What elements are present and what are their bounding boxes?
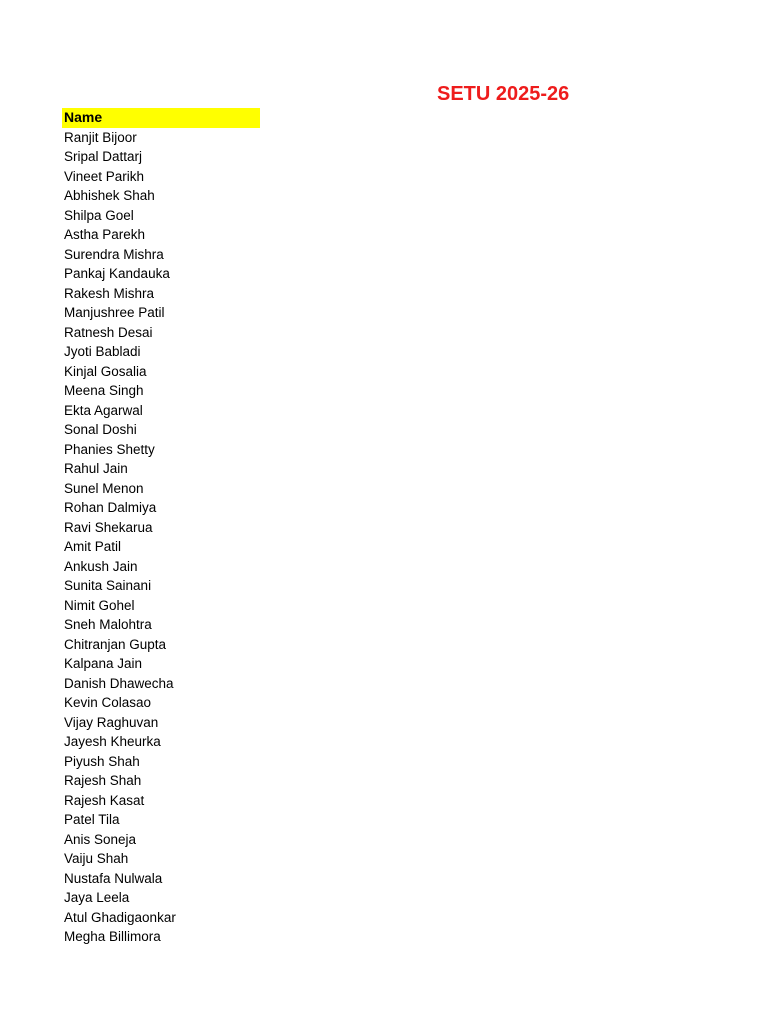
name-row: Jaya Leela [64, 890, 130, 905]
name-row: Rahul Jain [64, 461, 128, 476]
name-row: Ranjit Bijoor [64, 129, 137, 145]
name-row: Piyush Shah [64, 753, 140, 769]
name-row: Sunita Sainani [64, 578, 152, 593]
name-row: Jayesh Kheurka [64, 734, 161, 749]
name-row: Rajesh Shah [64, 773, 142, 788]
name-row: Ekta Agarwal [64, 402, 143, 418]
name-row: Sneh Malohtra [64, 617, 152, 632]
name-row: Kalpana Jain [64, 656, 143, 671]
name-row: Ratnesh Desai [64, 324, 153, 340]
name-row: Shilpa Goel [64, 207, 134, 223]
name-column [62, 108, 260, 947]
name-row: Phanies Shetty [64, 441, 155, 457]
name-row: Sonal Doshi [64, 422, 137, 437]
name-row: Manjushree Patil [64, 305, 165, 320]
name-row: Pankaj Kandauka [64, 266, 170, 281]
name-row: Rakesh Mishra [64, 285, 155, 301]
name-row: Sripal Dattarj [64, 149, 143, 164]
name-row: Chitranjan Gupta [64, 636, 167, 652]
name-row: Kevin Colasao [64, 695, 152, 710]
document-title: SETU 2025-26 [437, 83, 570, 105]
name-row: Patel Tila [64, 812, 120, 827]
name-row: Danish Dhawecha [64, 675, 174, 691]
name-row: Abhishek Shah [64, 188, 155, 203]
name-row: Rajesh Kasat [64, 792, 145, 808]
name-row: Surendra Mishra [64, 246, 164, 262]
name-row: Vaiju Shah [64, 851, 129, 866]
name-row: Megha Billimora [64, 929, 161, 944]
name-row: Kinjal Gosalia [64, 363, 147, 379]
name-row: Anis Soneja [64, 831, 137, 847]
name-row: Meena Singh [64, 383, 144, 398]
name-row: Ankush Jain [64, 558, 138, 574]
name-row: Atul Ghadigaonkar [64, 909, 176, 925]
name-row: Nustafa Nulwala [64, 870, 163, 886]
name-row: Amit Patil [64, 539, 122, 554]
name-row: Vijay Raghuvan [64, 714, 159, 730]
name-row: Vineet Parikh [64, 168, 145, 184]
name-row: Rohan Dalmiya [64, 500, 157, 515]
name-row: Nimit Gohel [64, 597, 135, 613]
name-list [62, 128, 260, 947]
name-row: Sunel Menon [64, 480, 144, 496]
column-header-name: Name [62, 108, 260, 128]
name-row: Jyoti Babladi [64, 344, 141, 359]
name-row: Ravi Shekarua [64, 519, 153, 535]
name-row: Astha Parekh [64, 227, 146, 242]
